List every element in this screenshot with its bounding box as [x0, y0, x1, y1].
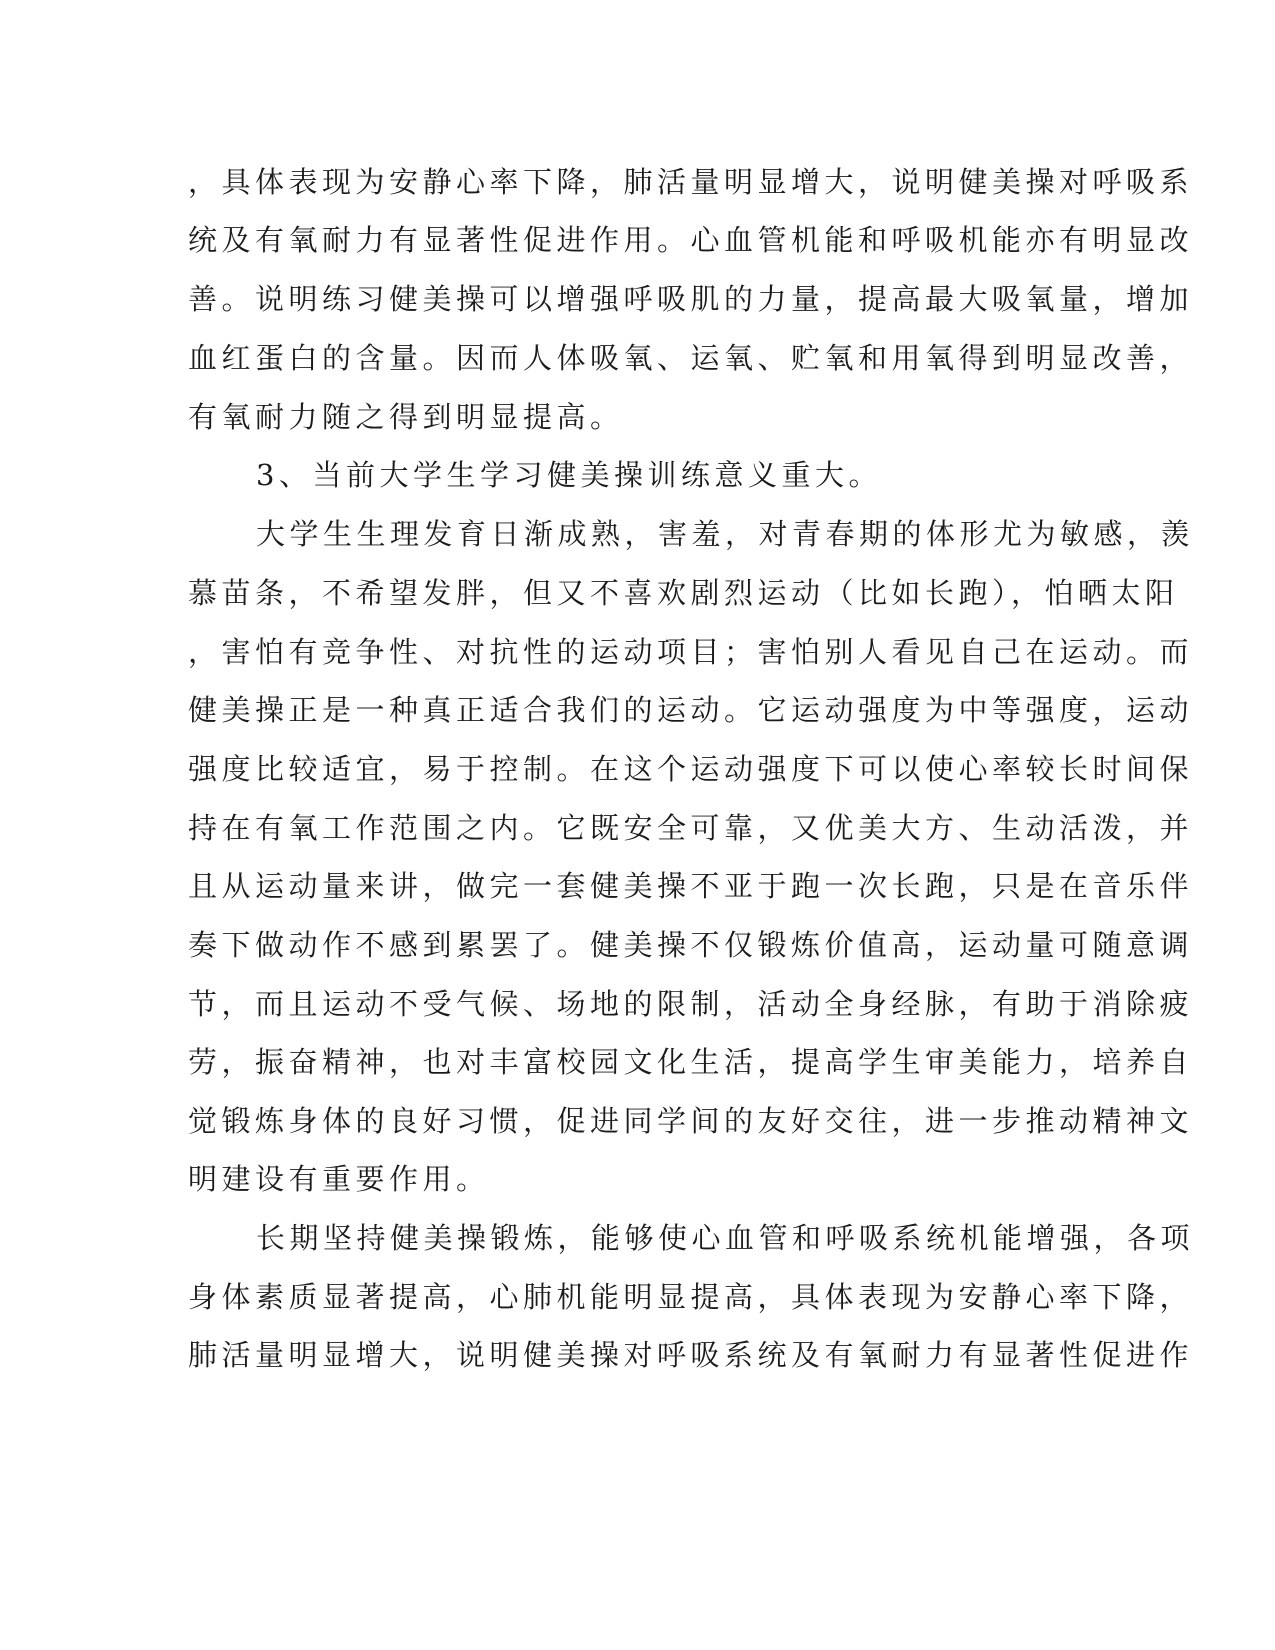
text-line: 统及有氧耐力有显著性促进作用。心血管机能和呼吸机能亦有明显改	[188, 223, 1194, 257]
text-line: 善。说明练习健美操可以增强呼吸肌的力量，提高最大吸氧量，增加	[188, 282, 1194, 316]
text-line: 奏下做动作不感到累罢了。健美操不仅锻炼价值高，运动量可随意调	[188, 928, 1194, 962]
text-line: 劳，振奋精神，也对丰富校园文化生活，提高学生审美能力，培养自	[188, 1045, 1194, 1079]
text-line: 肺活量明显增大，说明健美操对呼吸系统及有氧耐力有显著性促进作	[188, 1338, 1194, 1372]
text-line: 大学生生理发育日渐成熟，害羞，对青春期的体形尤为敏感，羡	[256, 517, 1195, 551]
text-line: 持在有氧工作范围之内。它既安全可靠，又优美大方、生动活泼，并	[188, 811, 1194, 845]
text-line: 身体素质显著提高，心肺机能明显提高，具体表现为安静心率下降，	[188, 1280, 1194, 1314]
text-line: ，害怕有竞争性、对抗性的运动项目；害怕别人看见自己在运动。而	[188, 635, 1194, 669]
text-line: 明建设有重要作用。	[188, 1162, 490, 1196]
text-line: 长期坚持健美操锻炼，能够使心血管和呼吸系统机能增强，各项	[256, 1221, 1195, 1255]
text-line: 且从运动量来讲，做完一套健美操不亚于跑一次长跑，只是在音乐伴	[188, 869, 1194, 903]
text-line: 慕苗条，不希望发胖，但又不喜欢剧烈运动（比如长跑），怕晒太阳	[188, 576, 1179, 610]
text-line: ，具体表现为安静心率下降，肺活量明显增大，说明健美操对呼吸系	[188, 165, 1194, 199]
section-heading: 3、当前大学生学习健美操训练意义重大。	[256, 458, 882, 492]
text-line: 有氧耐力随之得到明显提高。	[188, 400, 624, 434]
text-line: 血红蛋白的含量。因而人体吸氧、运氧、贮氧和用氧得到明显改善，	[188, 341, 1194, 375]
text-line: 觉锻炼身体的良好习惯，促进同学间的友好交往，进一步推动精神文	[188, 1104, 1194, 1138]
text-line: 健美操正是一种真正适合我们的运动。它运动强度为中等强度，运动	[188, 693, 1194, 727]
text-line: 节，而且运动不受气候、场地的限制，活动全身经脉，有助于消除疲	[188, 987, 1194, 1021]
text-line: 强度比较适宜，易于控制。在这个运动强度下可以使心率较长时间保	[188, 752, 1194, 786]
